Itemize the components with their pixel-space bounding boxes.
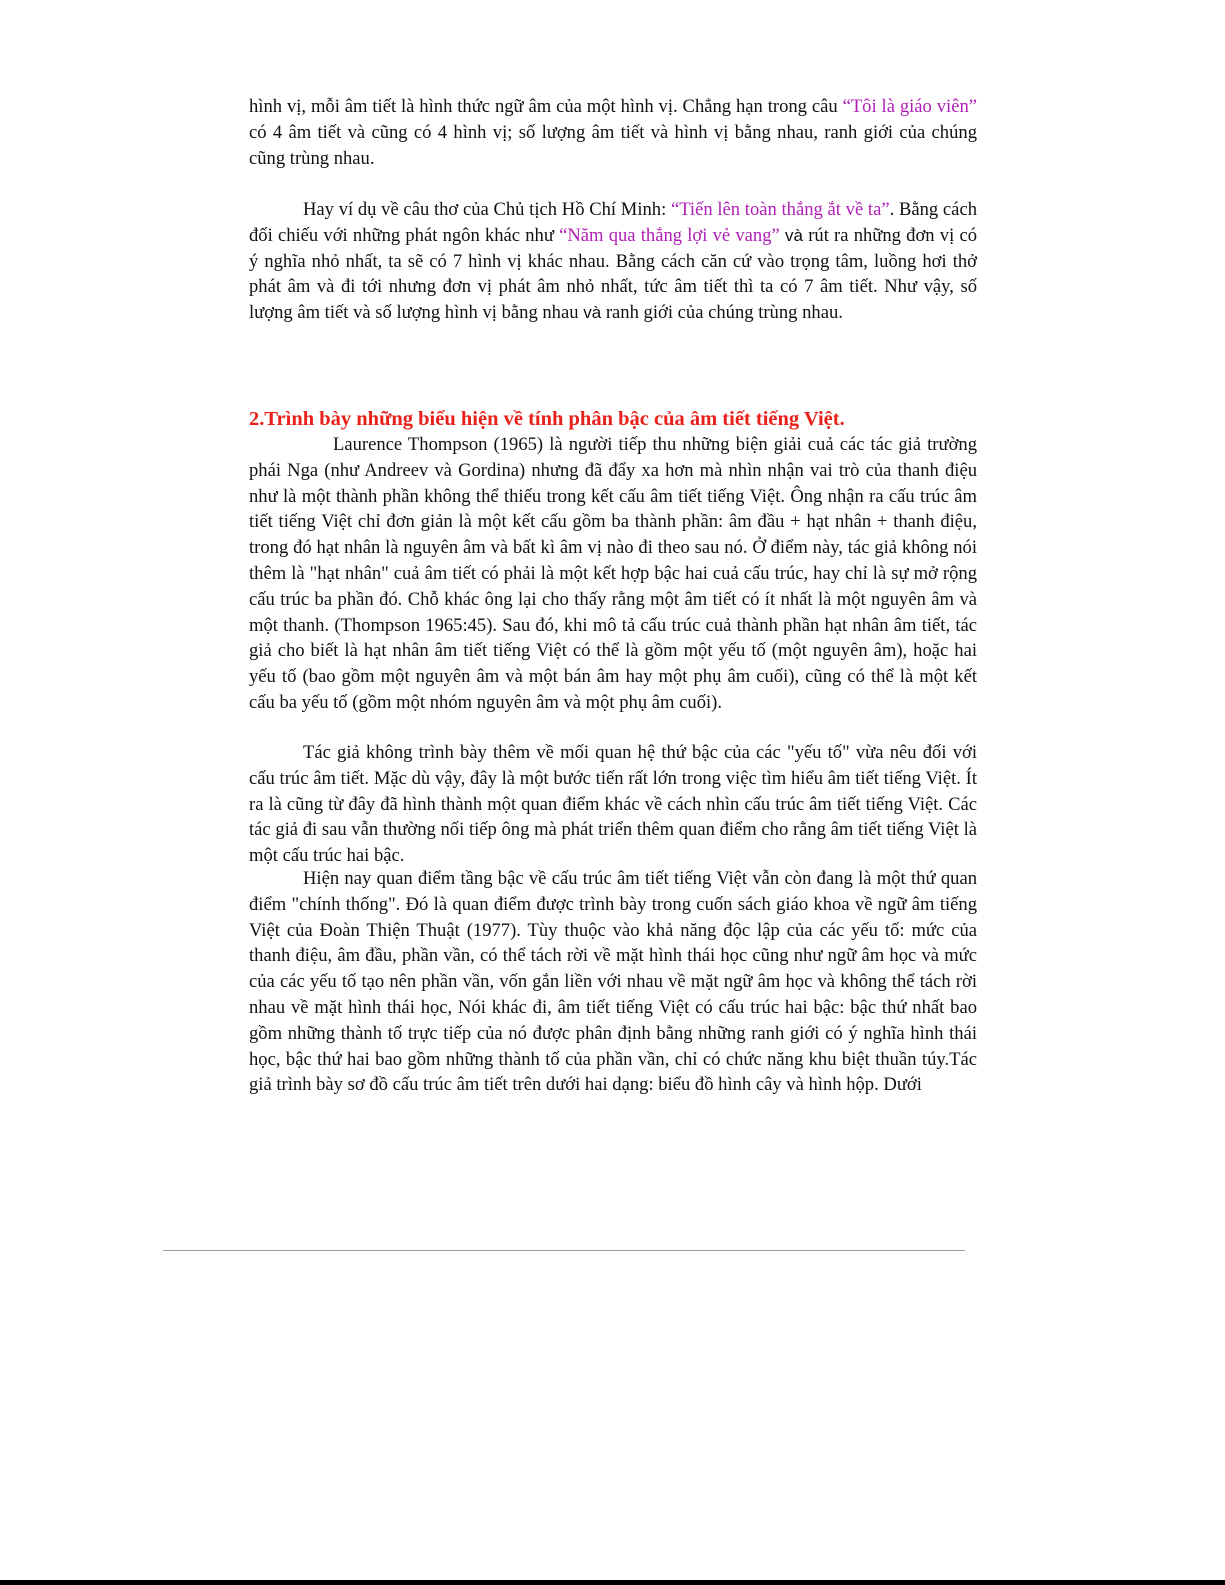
text-run: và bbox=[578, 303, 602, 323]
example-quote: “Tôi là giáo viên” bbox=[842, 96, 977, 117]
bottom-edge bbox=[0, 1580, 1225, 1585]
section-heading: 2.Trình bày những biểu hiện về tính phân bậc của âm tiết tiếng Việt. bbox=[249, 408, 845, 430]
text-run: . Bằng cách đối chiếu với những phát ngôn khác như bbox=[249, 199, 977, 246]
example-quote-poem: “Tiến lên toàn thắng ắt về ta” bbox=[670, 199, 890, 220]
text-run: rút ra những đơn vị có ý nghĩa nhỏ nhất, ta sẽ có 7 hình vị khác nhau. Bằng cách căn cứ vào trọng tâm, luồng hơi thở phát âm và đi tới nhưng đơn vị phát âm nhỏ nhất, tức âm tiết thì ta có 7 âm tiết. Như vậy, số lượng âm tiết và số lượng hình vị bằng nhau bbox=[249, 224, 977, 324]
paragraph-hierarchy: Tác giả không trình bày thêm về mối quan hệ thứ bậc của các "yếu tố" vừa nêu đối với cấu trúc âm tiết. Mặc dù vậy, đây là một bước tiến rất lớn trong việc tìm hiểu âm tiết tiếng Việt. Ít ra là cũng từ đây đã hình thành một quan điểm khác về cách nhìn cấu trúc âm tiết tiếng Việt. Các tác giả đi sau vẫn thường nối tiếp ông mà phát triển thêm quan điểm cho rằng âm tiết tiếng Việt là một cấu trúc hai bậc. bbox=[249, 742, 977, 867]
paragraph-current-view: Hiện nay quan điểm tầng bậc về cấu trúc âm tiết tiếng Việt vẫn còn đang là một thứ quan điểm "chính thống". Đó là quan điểm được trình bày trong cuốn sách giáo khoa về ngữ âm tiếng Việt của Đoàn Thiện Thuật (1977). Tùy thuộc vào khả năng độc lập của các yếu tố: mức của thanh điệu, âm đầu, phần vần, có thể tách rời về mặt hình thái học cũng như ngữ âm học và mức của các yếu tố tạo nên phần vần, vốn gắn liền với nhau về mặt ngữ âm học và không thể tách rời nhau về mặt hình thái học, Nói khác đi, âm tiết tiếng Việt có cấu trúc hai bậc: bậc thứ nhất bao gồm những thành tố trực tiếp của nó được phân định bằng những ranh giới có ý nghĩa hình thái học, bậc thứ hai bao gồm những thành tố của phần vần, chỉ có chức năng khu biệt thuần túy.Tác giả trình bày sơ đồ cấu trúc âm tiết trên dưới hai dạng: biểu đồ hình cây và hình hộp. Dưới bbox=[249, 868, 977, 1096]
page-divider bbox=[163, 1250, 965, 1251]
text-run: ranh giới của chúng trùng nhau. bbox=[601, 302, 843, 324]
text-run: Hay ví dụ về câu thơ của Chủ tịch Hồ Chí Minh: bbox=[303, 199, 671, 220]
paragraph-intro bbox=[249, 94, 977, 171]
text-run: hình vị, mỗi âm tiết là hình thức ngữ âm của một hình vị. Chẳng hạn trong câu bbox=[249, 96, 843, 117]
paragraph-thompson: Laurence Thompson (1965) là người tiếp thu những biện giải cuả các tác giả trường phái Nga (như Andreev và Gordina) nhưng đã đẩy xa hơn mà nhìn nhận vai trò của thanh điệu như là một thành phần không thể thiếu trong kết cấu âm tiết tiếng Việt. Ông nhận ra cấu trúc âm tiết tiếng Việt chỉ đơn giản là một kết cấu gồm ba thành phần: âm đầu + hạt nhân + thanh điệu, trong đó hạt nhân là nguyên âm và bất kì âm vị nào đi theo sau nó. Ở điểm này, tác giả không nói thêm là "hạt nhân" cuả âm tiết có phải là một kết hợp bậc hai cuả cấu trúc, hay chỉ là sự mở rộng cấu trúc ba phần đó. Chỗ khác ông lại cho thấy rằng một âm tiết có ít nhất là một nguyên âm và một thanh. (Thompson 1965:45). Sau đó, khi mô tả cấu trúc cuả thành phần hạt nhân âm tiết, tác giả cho biết là hạt nhân âm tiết tiếng Việt có thể là gồm một yếu tố (một nguyên âm), hoặc hai yếu tố (bao gồm một nguyên âm và một bán âm hay một phụ âm cuối), cũng có thể là một kết cấu ba yếu tố (gồm một nhóm nguyên âm và một phụ âm cuối). bbox=[249, 434, 977, 713]
text-run: và bbox=[779, 225, 804, 245]
example-quote-phrase: “Năm qua thắng lợi vẻ vang” bbox=[559, 224, 780, 246]
paragraph-example bbox=[249, 197, 977, 326]
text-run: có 4 âm tiết và cũng có 4 hình vị; số lượng âm tiết và hình vị bằng nhau, ranh giới của chúng cũng trùng nhau. bbox=[249, 121, 977, 169]
